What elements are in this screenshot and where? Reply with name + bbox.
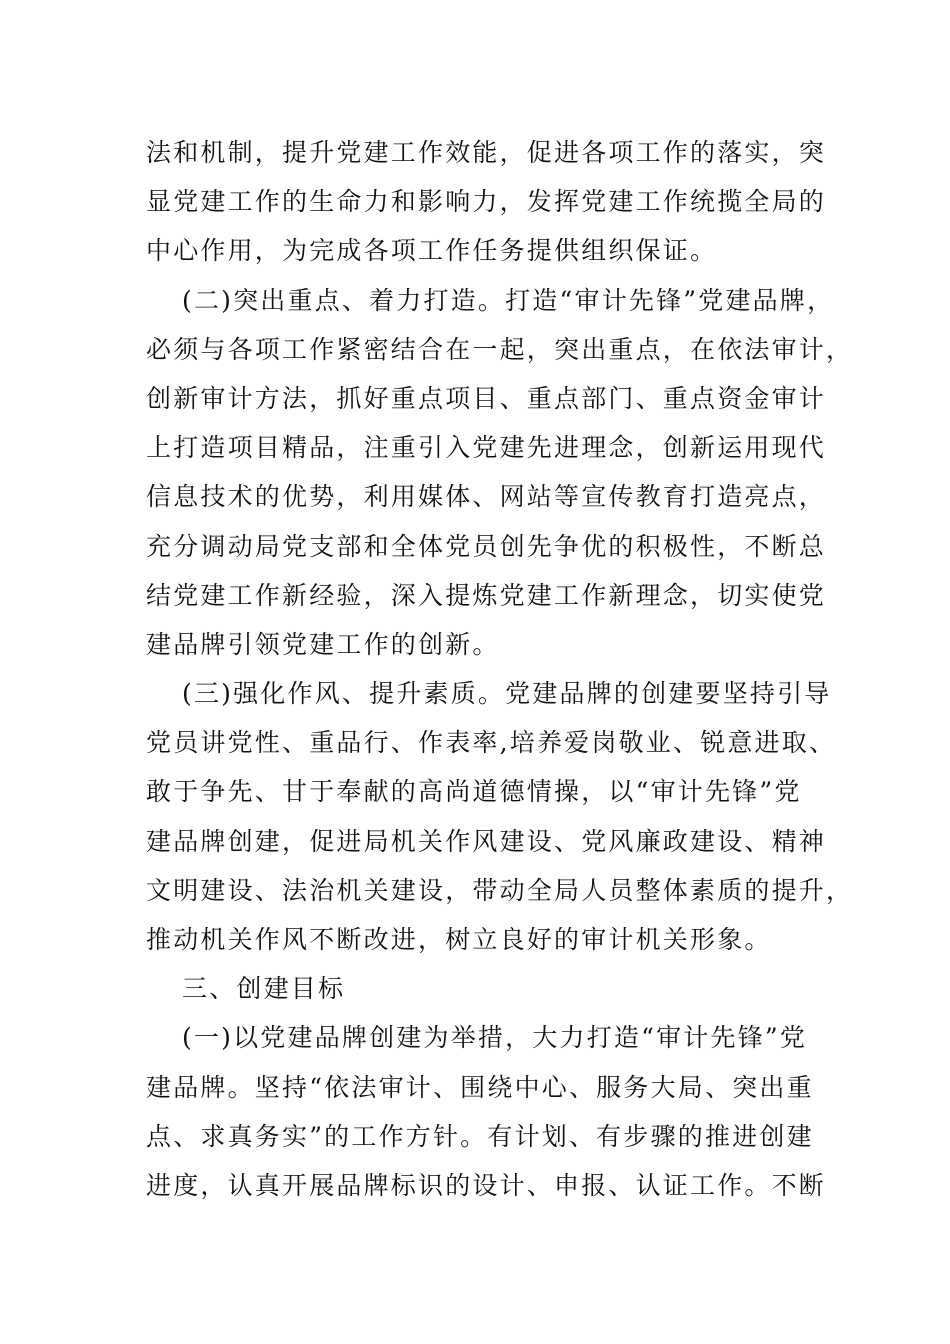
text-line: 进度，认真开展品牌标识的设计、申报、认证工作。不断 xyxy=(146,1170,827,1200)
text-line: 文明建设、法治机关建设，带动全局人员整体素质的提升， xyxy=(146,875,854,905)
text-line: 建品牌引领党建工作的创新。 xyxy=(146,629,500,659)
text-line: 充分调动局党支部和全体党员创先争优的积极性，不断总 xyxy=(146,531,827,561)
text-line: 建品牌创建，促进局机关作风建设、党风廉政建设、精神 xyxy=(146,826,827,856)
text-line: 显党建工作的生命力和影响力，发挥党建工作统揽全局的 xyxy=(146,187,827,217)
text-line: 点、求真务实”的工作方针。有计划、有步骤的推进创建 xyxy=(146,1121,814,1151)
document-body xyxy=(146,128,854,1210)
text-line: 建品牌。坚持“依法审计、围绕中心、服务大局、突出重 xyxy=(146,1072,814,1102)
text-line: 上打造项目精品，注重引入党建先进理念，创新运用现代 xyxy=(146,433,827,463)
text-line: 法和机制，提升党建工作效能，促进各项工作的落实，突 xyxy=(146,138,827,167)
paragraph-heading-3: (三)强化作风、提升素质。党建品牌的创建要坚持引导 xyxy=(182,679,832,709)
text-line: 创新审计方法，抓好重点项目、重点部门、重点资金审计 xyxy=(146,383,827,413)
text-line: 信息技术的优势，利用媒体、网站等宣传教育打造亮点， xyxy=(146,482,827,512)
text-line: 党员讲党性、重品行、作表率,培养爱岗敬业、锐意进取、 xyxy=(146,728,837,758)
text-line: 敢于争先、甘于奉献的高尚道德情操，以“审计先锋”党 xyxy=(146,777,802,807)
section-heading: 三、创建目标 xyxy=(182,974,346,1004)
paragraph-heading-1: (一)以党建品牌创建为举措，大力打造“审计先锋”党 xyxy=(182,1023,808,1053)
paragraph-heading-2: (二)突出重点、着力打造。打造“审计先锋”党建品牌， xyxy=(182,285,835,315)
text-line: 结党建工作新经验，深入提炼党建工作新理念，切实使党 xyxy=(146,580,827,610)
text-line: 必须与各项工作紧密结合在一起，突出重点，在依法审计， xyxy=(146,334,854,364)
text-line: 中心作用，为完成各项工作任务提供组织保证。 xyxy=(146,236,718,266)
text-line: 推动机关作风不断改进，树立良好的审计机关形象。 xyxy=(146,925,772,954)
